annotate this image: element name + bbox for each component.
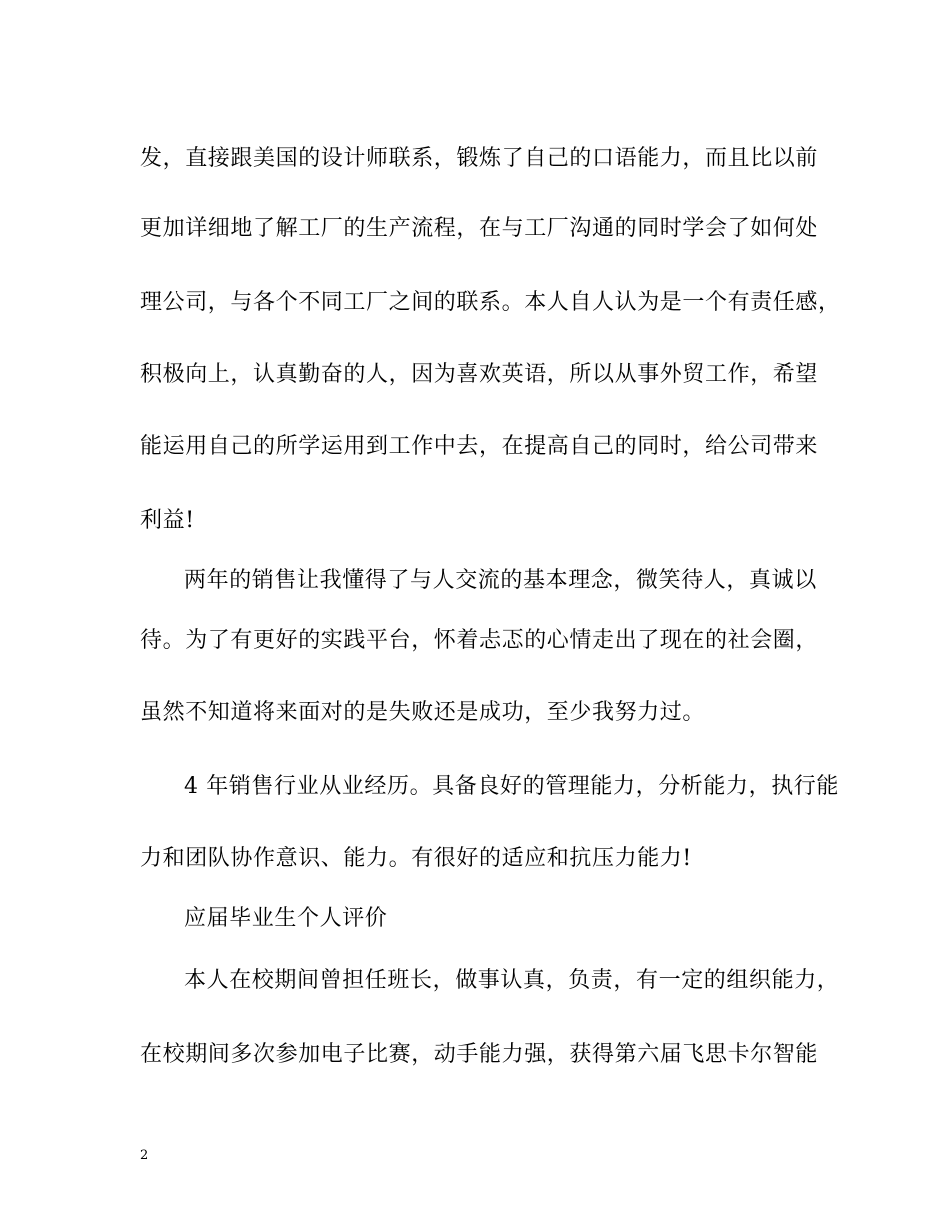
text-line: 理公司，与各个不同工厂之间的联系。本人自人认为是一个有责任感，: [140, 290, 841, 315]
paragraph-first-line: 4 年销售行业从业经历。具备良好的管理能力，分析能力，执行能: [184, 774, 839, 799]
text-line: 待。为了有更好的实践平台，怀着忐忑的心情走出了现在的社会圈，: [140, 628, 819, 653]
text-line: 积极向上，认真勤奋的人，因为喜欢英语，所以从事外贸工作，希望: [140, 362, 819, 387]
text-line: 虽然不知道将来面对的是失败还是成功，至少我努力过。: [140, 700, 706, 725]
text-line: 能运用自己的所学运用到工作中去，在提高自己的同时，给公司带来: [140, 434, 819, 459]
section-heading: 应届毕业生个人评价: [184, 906, 388, 931]
paragraph-first-line: 本人在校期间曾担任班长，做事认真，负责，有一定的组织能力，: [184, 968, 840, 993]
paragraph-first-line: 两年的销售让我懂得了与人交流的基本理念，微笑待人，真诚以: [184, 568, 817, 593]
text-line: 利益!: [140, 508, 195, 533]
text-line: 更加详细地了解工厂的生产流程，在与工厂沟通的同时学会了如何处: [140, 216, 819, 241]
text-line: 在校期间多次参加电子比赛，动手能力强，获得第六届飞思卡尔智能: [140, 1042, 819, 1067]
text-line: 力和团队协作意识、能力。有很好的适应和抗压力能力!: [140, 846, 692, 871]
page-number: 2: [140, 1148, 149, 1163]
text-line: 发，直接跟美国的设计师联系，锻炼了自己的口语能力，而且比以前: [140, 146, 819, 171]
